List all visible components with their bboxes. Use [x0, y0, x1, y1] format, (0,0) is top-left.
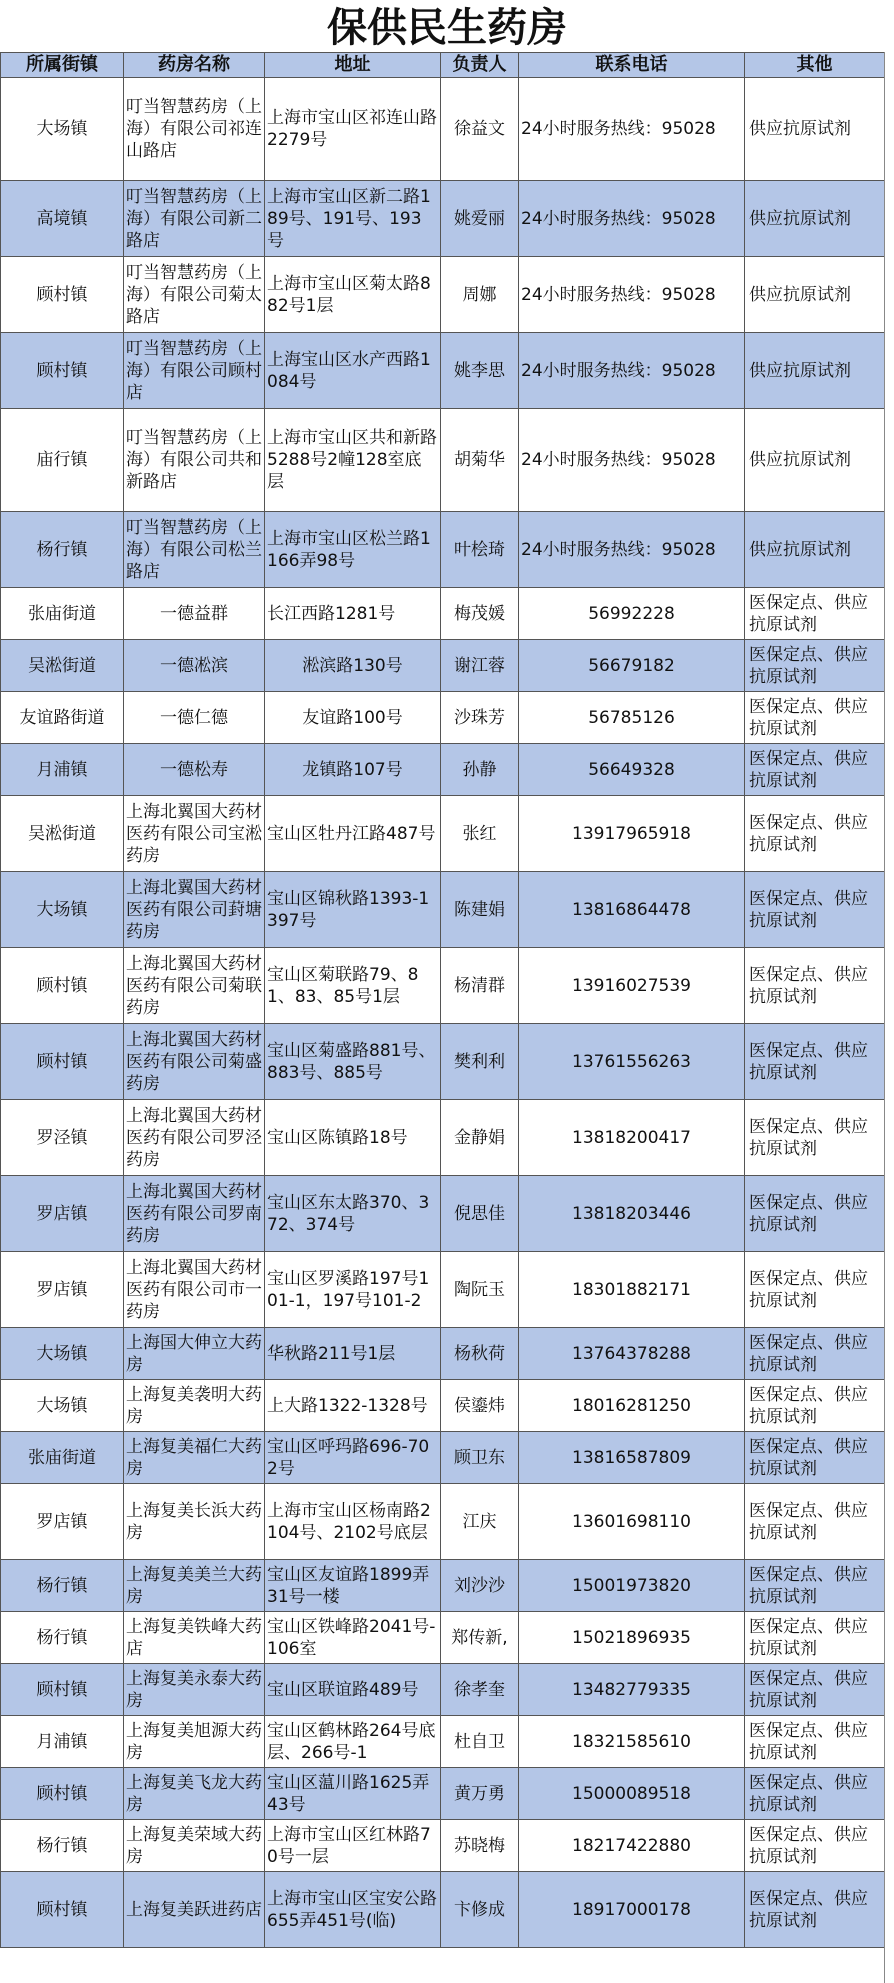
cell-phone: 13818200417	[519, 1100, 745, 1176]
cell-district: 顾村镇	[1, 948, 124, 1024]
table-row	[1, 1252, 885, 1328]
cell-manager: 徐孝奎	[441, 1664, 519, 1716]
table-row	[1, 796, 885, 872]
cell-manager: 沙珠芳	[441, 692, 519, 744]
cell-address: 上海市宝山区菊太路882号1层	[265, 257, 441, 333]
table-row	[1, 1100, 885, 1176]
cell-pharmacy-name: 上海复美跃进药店	[124, 1872, 265, 1948]
cell-manager: 杨秋荷	[441, 1328, 519, 1380]
cell-manager: 郑传新,	[441, 1612, 519, 1664]
cell-district: 大场镇	[1, 1328, 124, 1380]
cell-address: 宝山区陈镇路18号	[265, 1100, 441, 1176]
cell-district: 月浦镇	[1, 1716, 124, 1768]
cell-phone: 24小时服务热线：95028	[519, 78, 745, 181]
cell-pharmacy-name: 上海北翼国大药材医药有限公司葑塘药房	[124, 872, 265, 948]
cell-district: 杨行镇	[1, 1560, 124, 1612]
cell-district: 月浦镇	[1, 744, 124, 796]
cell-district: 罗店镇	[1, 1176, 124, 1252]
cell-district: 顾村镇	[1, 1664, 124, 1716]
cell-district: 吴淞街道	[1, 796, 124, 872]
cell-manager: 杨清群	[441, 948, 519, 1024]
cell-other: 医保定点、供应抗原试剂	[745, 796, 885, 872]
cell-other: 医保定点、供应抗原试剂	[745, 1328, 885, 1380]
cell-district: 罗泾镇	[1, 1100, 124, 1176]
cell-phone: 18217422880	[519, 1820, 745, 1872]
cell-pharmacy-name: 上海复美飞龙大药房	[124, 1768, 265, 1820]
cell-other: 医保定点、供应抗原试剂	[745, 588, 885, 640]
header-address: 地址	[265, 53, 441, 78]
cell-address: 宝山区东太路370、372、374号	[265, 1176, 441, 1252]
adjacent-column-edge	[884, 52, 894, 1983]
cell-address: 宝山区蕰川路1625弄43号	[265, 1768, 441, 1820]
table-row	[1, 512, 885, 588]
cell-address: 上海市宝山区红林路70号一层	[265, 1820, 441, 1872]
cell-district: 顾村镇	[1, 257, 124, 333]
cell-pharmacy-name: 上海复美长浜大药房	[124, 1484, 265, 1560]
cell-address: 上海市宝山区祁连山路2279号	[265, 78, 441, 181]
cell-other: 医保定点、供应抗原试剂	[745, 1176, 885, 1252]
cell-phone: 13764378288	[519, 1328, 745, 1380]
cell-pharmacy-name: 上海北翼国大药材医药有限公司菊联药房	[124, 948, 265, 1024]
table-row	[1, 1820, 885, 1872]
cell-pharmacy-name: 上海复美永泰大药房	[124, 1664, 265, 1716]
cell-other: 供应抗原试剂	[745, 257, 885, 333]
cell-other: 供应抗原试剂	[745, 333, 885, 409]
cell-address: 上海市宝山区共和新路5288号2幢128室底层	[265, 409, 441, 512]
cell-district: 罗店镇	[1, 1484, 124, 1560]
cell-district: 大场镇	[1, 872, 124, 948]
cell-other: 供应抗原试剂	[745, 409, 885, 512]
cell-pharmacy-name: 一德益群	[124, 588, 265, 640]
cell-manager: 叶桧琦	[441, 512, 519, 588]
cell-manager: 樊利利	[441, 1024, 519, 1100]
header-row	[1, 53, 885, 78]
cell-manager: 顾卫东	[441, 1432, 519, 1484]
cell-other: 医保定点、供应抗原试剂	[745, 1432, 885, 1484]
cell-address: 上大路1322-1328号	[265, 1380, 441, 1432]
cell-address: 长江西路1281号	[265, 588, 441, 640]
table-body	[1, 78, 885, 1948]
cell-pharmacy-name: 上海复美铁峰大药店	[124, 1612, 265, 1664]
table-row	[1, 744, 885, 796]
cell-other: 医保定点、供应抗原试剂	[745, 640, 885, 692]
cell-other: 医保定点、供应抗原试剂	[745, 1252, 885, 1328]
cell-address: 宝山区呼玛路696-702号	[265, 1432, 441, 1484]
cell-address: 上海市宝山区杨南路2104号、2102号底层	[265, 1484, 441, 1560]
cell-address: 宝山区鹤林路264号底层、266号-1	[265, 1716, 441, 1768]
cell-pharmacy-name: 上海北翼国大药材医药有限公司宝淞药房	[124, 796, 265, 872]
cell-phone: 13818203446	[519, 1176, 745, 1252]
cell-district: 杨行镇	[1, 1612, 124, 1664]
table-row	[1, 1024, 885, 1100]
cell-pharmacy-name: 一德仁德	[124, 692, 265, 744]
cell-other: 医保定点、供应抗原试剂	[745, 1872, 885, 1948]
cell-pharmacy-name: 上海北翼国大药材医药有限公司市一药房	[124, 1252, 265, 1328]
cell-other: 医保定点、供应抗原试剂	[745, 1820, 885, 1872]
cell-pharmacy-name: 上海北翼国大药材医药有限公司罗泾药房	[124, 1100, 265, 1176]
cell-district: 杨行镇	[1, 1820, 124, 1872]
table-row	[1, 1716, 885, 1768]
cell-manager: 苏晓梅	[441, 1820, 519, 1872]
cell-phone: 13761556263	[519, 1024, 745, 1100]
cell-manager: 徐益文	[441, 78, 519, 181]
header-manager: 负责人	[441, 53, 519, 78]
cell-manager: 孙静	[441, 744, 519, 796]
cell-phone: 24小时服务热线：95028	[519, 512, 745, 588]
cell-pharmacy-name: 叮当智慧药房（上海）有限公司松兰路店	[124, 512, 265, 588]
cell-district: 友谊路街道	[1, 692, 124, 744]
cell-other: 医保定点、供应抗原试剂	[745, 1560, 885, 1612]
cell-phone: 24小时服务热线：95028	[519, 181, 745, 257]
cell-pharmacy-name: 上海复美荣域大药房	[124, 1820, 265, 1872]
cell-other: 医保定点、供应抗原试剂	[745, 692, 885, 744]
cell-address: 宝山区锦秋路1393-1397号	[265, 872, 441, 948]
cell-district: 大场镇	[1, 78, 124, 181]
cell-other: 医保定点、供应抗原试剂	[745, 1380, 885, 1432]
table-row	[1, 181, 885, 257]
cell-phone: 13816864478	[519, 872, 745, 948]
cell-other: 医保定点、供应抗原试剂	[745, 1484, 885, 1560]
cell-district: 顾村镇	[1, 1768, 124, 1820]
cell-district: 罗店镇	[1, 1252, 124, 1328]
cell-other: 医保定点、供应抗原试剂	[745, 1612, 885, 1664]
header-pharmacy-name: 药房名称	[124, 53, 265, 78]
cell-manager: 黄万勇	[441, 1768, 519, 1820]
cell-district: 高境镇	[1, 181, 124, 257]
cell-pharmacy-name: 叮当智慧药房（上海）有限公司菊太路店	[124, 257, 265, 333]
cell-manager: 姚爱丽	[441, 181, 519, 257]
table-row	[1, 692, 885, 744]
cell-phone: 15000089518	[519, 1768, 745, 1820]
cell-phone: 56992228	[519, 588, 745, 640]
cell-district: 顾村镇	[1, 1872, 124, 1948]
table-row	[1, 872, 885, 948]
cell-district: 张庙街道	[1, 1432, 124, 1484]
header-district: 所属街镇	[1, 53, 124, 78]
cell-manager: 刘沙沙	[441, 1560, 519, 1612]
table-row	[1, 1176, 885, 1252]
cell-phone: 13916027539	[519, 948, 745, 1024]
cell-address: 龙镇路107号	[265, 744, 441, 796]
cell-pharmacy-name: 叮当智慧药房（上海）有限公司顾村店	[124, 333, 265, 409]
table-row	[1, 1612, 885, 1664]
cell-district: 张庙街道	[1, 588, 124, 640]
cell-manager: 卞修成	[441, 1872, 519, 1948]
table-row	[1, 1768, 885, 1820]
table-row	[1, 1664, 885, 1716]
table-row	[1, 1560, 885, 1612]
cell-other: 医保定点、供应抗原试剂	[745, 1664, 885, 1716]
cell-other: 供应抗原试剂	[745, 181, 885, 257]
cell-pharmacy-name: 上海复美美兰大药房	[124, 1560, 265, 1612]
cell-phone: 13816587809	[519, 1432, 745, 1484]
cell-other: 供应抗原试剂	[745, 78, 885, 181]
cell-pharmacy-name: 上海复美袭明大药房	[124, 1380, 265, 1432]
cell-phone: 13917965918	[519, 796, 745, 872]
cell-other: 医保定点、供应抗原试剂	[745, 948, 885, 1024]
table-row	[1, 948, 885, 1024]
cell-district: 杨行镇	[1, 512, 124, 588]
cell-phone: 24小时服务热线：95028	[519, 257, 745, 333]
cell-district: 顾村镇	[1, 1024, 124, 1100]
cell-manager: 胡菊华	[441, 409, 519, 512]
table-row	[1, 1380, 885, 1432]
cell-other: 供应抗原试剂	[745, 512, 885, 588]
cell-address: 宝山区菊盛路881号、883号、885号	[265, 1024, 441, 1100]
cell-phone: 13482779335	[519, 1664, 745, 1716]
cell-pharmacy-name: 上海北翼国大药材医药有限公司罗南药房	[124, 1176, 265, 1252]
cell-address: 上海市宝山区宝安公路655弄451号(临)	[265, 1872, 441, 1948]
cell-manager: 周娜	[441, 257, 519, 333]
cell-district: 庙行镇	[1, 409, 124, 512]
cell-phone: 24小时服务热线：95028	[519, 409, 745, 512]
cell-phone: 18917000178	[519, 1872, 745, 1948]
cell-phone: 24小时服务热线：95028	[519, 333, 745, 409]
cell-pharmacy-name: 上海复美福仁大药房	[124, 1432, 265, 1484]
cell-other: 医保定点、供应抗原试剂	[745, 1100, 885, 1176]
cell-phone: 15021896935	[519, 1612, 745, 1664]
cell-address: 上海宝山区水产西路1084号	[265, 333, 441, 409]
cell-manager: 杜自卫	[441, 1716, 519, 1768]
header-other: 其他	[745, 53, 885, 78]
cell-manager: 谢江蓉	[441, 640, 519, 692]
table-row	[1, 409, 885, 512]
cell-other: 医保定点、供应抗原试剂	[745, 1716, 885, 1768]
cell-pharmacy-name: 上海北翼国大药材医药有限公司菊盛药房	[124, 1024, 265, 1100]
cell-address: 淞滨路130号	[265, 640, 441, 692]
cell-pharmacy-name: 一德凇滨	[124, 640, 265, 692]
table-row	[1, 640, 885, 692]
cell-manager: 梅茂媛	[441, 588, 519, 640]
cell-pharmacy-name: 上海复美旭源大药房	[124, 1716, 265, 1768]
cell-manager: 陈建娟	[441, 872, 519, 948]
cell-manager: 侯鎏炜	[441, 1380, 519, 1432]
cell-phone: 56649328	[519, 744, 745, 796]
cell-manager: 倪思佳	[441, 1176, 519, 1252]
cell-phone: 56679182	[519, 640, 745, 692]
table-row	[1, 333, 885, 409]
cell-other: 医保定点、供应抗原试剂	[745, 1024, 885, 1100]
pharmacy-table	[0, 52, 885, 1948]
cell-pharmacy-name: 叮当智慧药房（上海）有限公司共和新路店	[124, 409, 265, 512]
cell-manager: 陶阮玉	[441, 1252, 519, 1328]
cell-other: 医保定点、供应抗原试剂	[745, 744, 885, 796]
cell-other: 医保定点、供应抗原试剂	[745, 872, 885, 948]
cell-district: 吴淞街道	[1, 640, 124, 692]
cell-address: 宝山区罗溪路197号101-1，197号101-2	[265, 1252, 441, 1328]
cell-address: 华秋路211号1层	[265, 1328, 441, 1380]
cell-phone: 18016281250	[519, 1380, 745, 1432]
table-row	[1, 588, 885, 640]
cell-pharmacy-name: 一德松寿	[124, 744, 265, 796]
table-row	[1, 1484, 885, 1560]
cell-address: 宝山区牡丹江路487号	[265, 796, 441, 872]
cell-phone: 18301882171	[519, 1252, 745, 1328]
page-title: 保供民生药房	[327, 4, 567, 51]
table-row	[1, 257, 885, 333]
cell-pharmacy-name: 叮当智慧药房（上海）有限公司新二路店	[124, 181, 265, 257]
table-row	[1, 1872, 885, 1948]
cell-address: 上海市宝山区松兰路1166弄98号	[265, 512, 441, 588]
cell-address: 宝山区联谊路489号	[265, 1664, 441, 1716]
cell-phone: 56785126	[519, 692, 745, 744]
cell-phone: 15001973820	[519, 1560, 745, 1612]
cell-address: 宝山区菊联路79、81、83、85号1层	[265, 948, 441, 1024]
cell-address: 上海市宝山区新二路189号、191号、193号	[265, 181, 441, 257]
table-row	[1, 78, 885, 181]
cell-address: 友谊路100号	[265, 692, 441, 744]
cell-manager: 金静娟	[441, 1100, 519, 1176]
cell-phone: 13601698110	[519, 1484, 745, 1560]
cell-other: 医保定点、供应抗原试剂	[745, 1768, 885, 1820]
cell-pharmacy-name: 叮当智慧药房（上海）有限公司祁连山路店	[124, 78, 265, 181]
cell-address: 宝山区友谊路1899弄31号一楼	[265, 1560, 441, 1612]
header-phone: 联系电话	[519, 53, 745, 78]
table-row	[1, 1328, 885, 1380]
cell-pharmacy-name: 上海国大伸立大药房	[124, 1328, 265, 1380]
cell-address: 宝山区铁峰路2041号-106室	[265, 1612, 441, 1664]
cell-phone: 18321585610	[519, 1716, 745, 1768]
cell-manager: 姚李思	[441, 333, 519, 409]
cell-manager: 江庆	[441, 1484, 519, 1560]
cell-manager: 张红	[441, 796, 519, 872]
cell-district: 大场镇	[1, 1380, 124, 1432]
table-row	[1, 1432, 885, 1484]
cell-district: 顾村镇	[1, 333, 124, 409]
